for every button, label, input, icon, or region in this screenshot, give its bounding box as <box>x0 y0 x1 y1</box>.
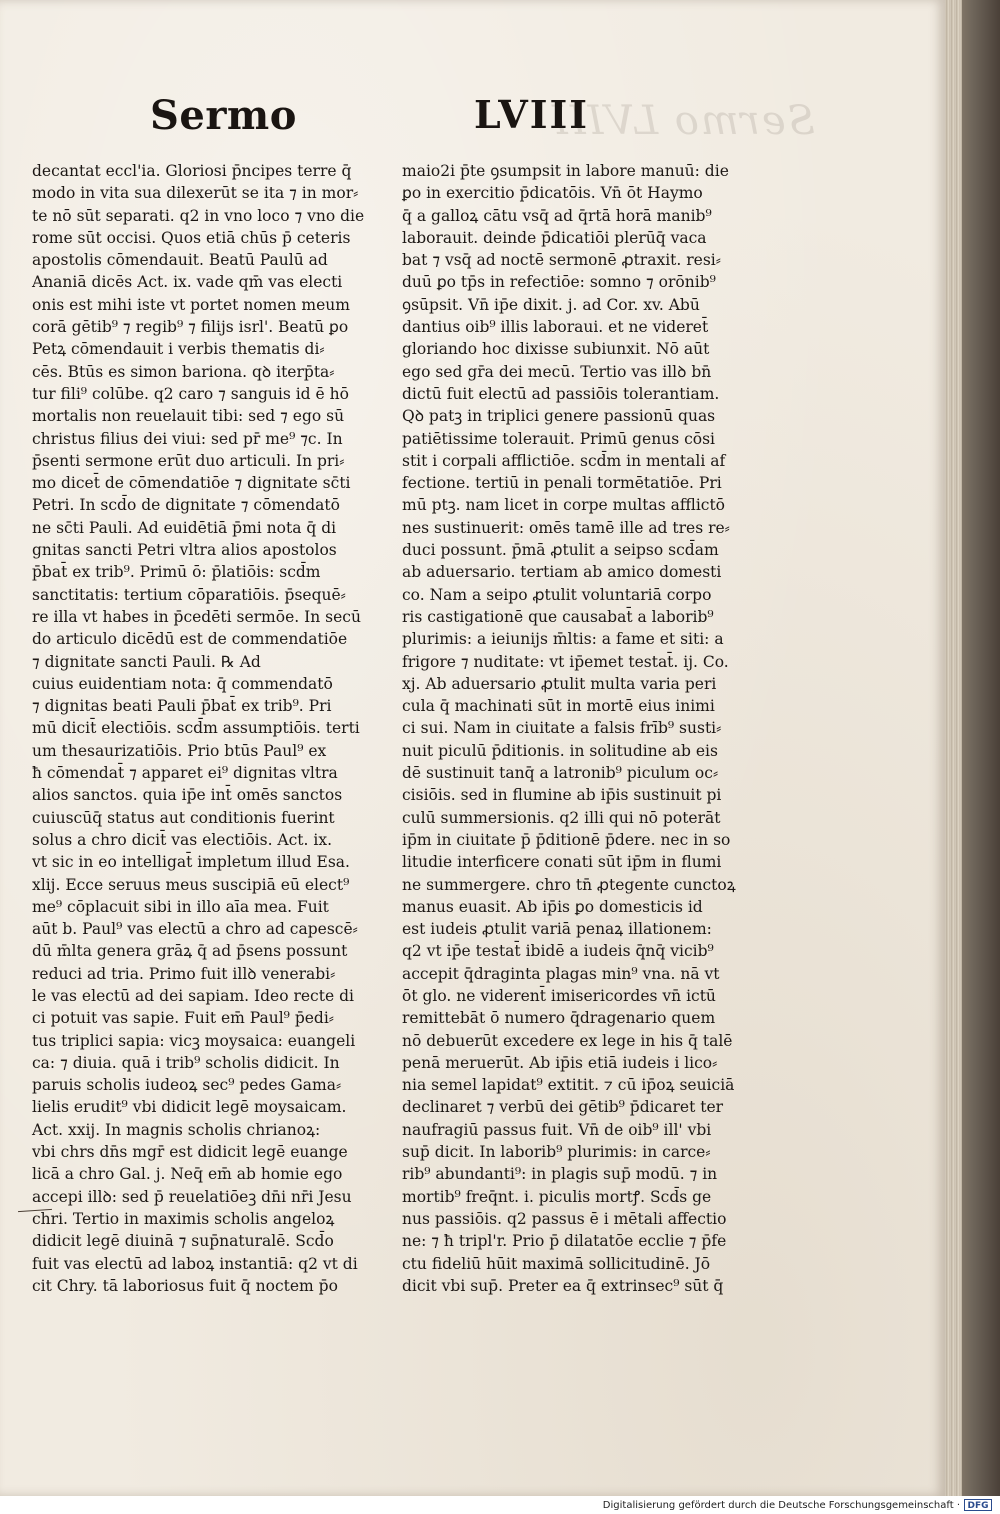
right-column-line: accepit q̄draginta plagas min⁹ vna. nā vt <box>402 964 720 983</box>
right-column-line: mortib⁹ freq̄nt. i. piculis mortꝭ. Scd̄s ge <box>402 1187 712 1206</box>
right-column-line: plurimis: a ieiunijs m̄ltis: a fame et siti: a <box>402 630 724 649</box>
right-column-line: ōt glo. ne viderent̄ imisericordes vn̄ ictū <box>402 986 716 1005</box>
right-column-line: ab aduersario. tertiam ab amico domesti <box>402 563 722 582</box>
left-column-line: re illa vt habes in p̄cedēti sermōe. In secū <box>32 607 361 626</box>
right-column-line: duci possunt. p̄mā ꝓtulit a seipso scd̄am <box>402 541 719 560</box>
right-column-line: dantius oib⁹ illis laboraui. et ne videret̄ <box>402 318 709 337</box>
left-column-line: ⁊ dignitas beati Pauli p̄bat̄ ex trib⁹. Pri <box>32 697 332 716</box>
left-column-line: tur fili⁹ colūbe. q2 caro ⁊ sanguis id ē hō <box>32 384 349 403</box>
folio-number: LVIII <box>474 92 590 137</box>
text-column-left <box>32 160 402 1297</box>
right-column-line: laborauit. deinde p̄dicatiōi plerūq̄ vaca <box>402 228 707 247</box>
left-column-line: lielis erudit⁹ vbi didicit legē moysaicam. <box>32 1098 347 1117</box>
right-column-line: manus euasit. Ab ip̄is ꝑo domesticis id <box>402 897 703 916</box>
right-column-line: bat ⁊ vsq̄ ad noctē sermonē ꝓtraxit. resi⸗ <box>402 251 721 270</box>
right-column-line: nus passiōis. q2 passus ē i mētali affectio <box>402 1209 727 1228</box>
left-column-line: solus a chro dicit̄ vas electiōis. Act. ix. <box>32 830 333 849</box>
right-column-line: declinaret ⁊ verbū dei gētib⁹ p̄dicaret ter <box>402 1098 724 1117</box>
right-column-line: ris castigationē que causabat̄ a laborib⁹ <box>402 607 714 626</box>
left-column-line: cuiuscūq̄ status aut conditionis fuerint <box>32 808 335 827</box>
left-column-line: rome sūt occisi. Quos etiā chūs p̄ ceteris <box>32 228 351 247</box>
right-column-line: patiētissime tolerauit. Primū genus cōsi <box>402 429 716 448</box>
right-column-line: nia semel lapidat⁹ extitit. ⁊ cū ip̄oꝝ seuiciā <box>402 1076 735 1095</box>
right-column-line: gloriando hoc dixisse subiunxit. Nō aūt <box>402 340 710 359</box>
left-column-line: accepi illꝺ: sed p̄ reuelatiōeꝫ dn̄i nr̄i Jesu <box>32 1187 352 1206</box>
bleed-through-text: Sermo LVIII <box>549 98 815 144</box>
right-column-line: co. Nam a seipo ꝓtulit voluntariā corpo <box>402 585 712 604</box>
right-column-line: ne: ⁊ ħ tripl'r. Prio p̄ dilatatōe ecclie ⁊ p̄fe <box>402 1232 727 1251</box>
left-column-line: onis est mihi iste vt portet nomen meum <box>32 295 350 314</box>
left-column-line: reduci ad tria. Primo fuit illꝺ venerabi⸗ <box>32 964 336 983</box>
left-column-line: Act. xxij. In magnis scholis chrianoꝝ: <box>32 1120 321 1139</box>
right-column-line: nō debuerūt excedere ex lege in his q̄ talē <box>402 1031 733 1050</box>
left-column-line: cuius euidentiam nota: q̄ commendatō <box>32 674 333 693</box>
left-column-line: te nō sūt separati. q2 in vno loco ⁊ vno die <box>32 206 365 225</box>
left-column-line: corā gētib⁹ ⁊ regib⁹ ⁊ filijs isrl'. Beatū ꝑo <box>32 318 349 337</box>
left-column-line: chri. Tertio in maximis scholis angeloꝝ <box>32 1209 335 1228</box>
left-column-line: le vas electū ad dei sapiam. Ideo recte di <box>32 986 354 1005</box>
right-column-line: litudie interficere conati sūt ip̄m in flumi <box>402 853 722 872</box>
left-column-line: dū m̄lta genera grāꝝ q̄ ad p̄sens possunt <box>32 942 348 961</box>
right-column-line: duū ꝑo tp̄s in refectiōe: somno ⁊ orōnib⁹ <box>402 273 716 292</box>
right-column-line: ꝯsūpsit. Vn̄ ip̄e dixit. j. ad Cor. xv. Abū <box>402 295 700 314</box>
right-column-line: culū summersionis. q2 illi qui nō poterāt <box>402 808 721 827</box>
left-column-line: tus triplici sapia: vicꝫ moysaica: euangeli <box>32 1031 356 1050</box>
left-column-line: cit Chry. tā laboriosus fuit q̄ noctem p̄o <box>32 1276 338 1295</box>
left-column-line: me⁹ cōplacuit sibi in illo aīa mea. Fuit <box>32 897 329 916</box>
right-column-line: dē sustinuit tanq̄ a latronib⁹ piculum oc⸗ <box>402 764 719 783</box>
left-column-line: sanctitatis: tertium cōparatiōis. p̄sequē⸗ <box>32 585 346 604</box>
left-column-line: gnitas sancti Petri vltra alios apostolos <box>32 541 337 560</box>
right-column-line: ꝑo in exercitio p̄dicatōis. Vn̄ ōt Haymo <box>402 184 703 203</box>
right-column-line: ne summergere. chro tn̄ ꝓtegente cunctoꝝ <box>402 875 736 894</box>
left-column-line: vbi chrs dn̄s mgr̄ est didicit legē euange <box>32 1143 348 1162</box>
left-column-line: alios sanctos. quia ip̄e int̄ omēs sanctos <box>32 786 343 805</box>
right-column-line: cisiōis. sed in flumine ab ip̄is sustinuit pi <box>402 786 722 805</box>
left-column-line: aūt b. Paul⁹ vas electū a chro ad capescē⸗ <box>32 920 358 939</box>
left-column-line: Ananiā dicēs Act. ix. vade qm̄ vas electi <box>32 273 343 292</box>
left-column-line: ⁊ dignitate sancti Pauli. ℞ Ad <box>32 652 261 671</box>
right-column-line: remittebāt ō numero q̄dragenario quem <box>402 1009 716 1028</box>
right-column-line: ip̄m in ciuitate p̄ p̄ditionē p̄dere. nec in so <box>402 830 731 849</box>
right-column-line: dictū fuit electū ad passiōis tolerantiam. <box>402 384 720 403</box>
left-column-line: fuit vas electū ad laboꝝ instantiā: q2 vt di <box>32 1254 358 1273</box>
left-column-line: mortalis non reuelauit tibi: sed ⁊ ego sū <box>32 407 345 426</box>
right-column-line: nuit piculū p̄ditionis. in solitudine ab eis <box>402 741 718 760</box>
left-column-line: cēs. Btūs es simon bariona. qꝺ iterp̄ta⸗ <box>32 362 335 381</box>
right-column-line: mū ptꝫ. nam licet in corpe multas afflictō <box>402 496 726 515</box>
left-column-line: do articulo dicēdū est de commendatiōe <box>32 630 348 649</box>
left-column-line: decantat eccl'ia. Gloriosi p̄ncipes terre q̄ <box>32 162 352 180</box>
left-column-line: didicit legē diuinā ⁊ sup̄naturalē. Scd̄o <box>32 1232 334 1251</box>
left-column-line: Petꝝ cōmendauit i verbis thematis di⸗ <box>32 340 325 359</box>
right-column-line: nes sustinuerit: omēs tamē ille ad tres re⸗ <box>402 518 730 537</box>
left-column-line: ca: ⁊ diuia. quā i trib⁹ scholis didicit. In <box>32 1053 340 1072</box>
left-column-line: um thesaurizatiōis. Prio btūs Paul⁹ ex <box>32 741 327 760</box>
left-column-line: apostolis cōmendauit. Beatū Paulū ad <box>32 251 328 270</box>
right-column-line: naufragiū passus fuit. Vn̄ de oib⁹ ill' vbi <box>402 1120 712 1139</box>
right-column-line: cula q̄ machinati sūt in mortē eius inimi <box>402 697 715 716</box>
right-column-line: maio2i p̄te ꝯsumpsit in labore manuū: die <box>402 162 729 180</box>
right-column-line: dicit vbi sup̄. Preter ea q̄ extrinsec⁹ sūt q̄ <box>402 1276 724 1295</box>
right-column-line: q2 vt ip̄e testat̄ ibidē a iudeis q̄nq̄ vicib⁹ <box>402 942 714 961</box>
right-column-line: ego sed gr̄a dei mecū. Tertio vas illꝺ bn̄ <box>402 362 712 381</box>
left-column-line: p̄bat̄ ex trib⁹. Primū ō: p̄latiōis: scd̄m <box>32 563 321 582</box>
left-column-line: ne sc̄ti Pauli. Ad euidētiā p̄mi nota q̄ di <box>32 518 337 537</box>
left-column-line: modo in vita sua dilexerūt se ita ⁊ in mor⸗ <box>32 184 359 203</box>
running-header-sermo: Sermo <box>150 92 297 139</box>
right-column-line: penā meruerūt. Ab ip̄is etiā iudeis i lico⸗ <box>402 1053 718 1072</box>
left-column-line: christus filius dei viui: sed pr̄ me⁹ ⁊c. In <box>32 429 343 448</box>
left-column-line: ci potuit vas sapie. Fuit em̄ Paul⁹ p̄edi⸗ <box>32 1009 334 1028</box>
right-column-line: xj. Ab aduersario ꝓtulit multa varia peri <box>402 674 717 693</box>
left-column-line: ħ cōmendat̄ ⁊ apparet ei⁹ dignitas vltra <box>32 764 338 783</box>
right-column-line: est iudeis ꝓtulit variā penaꝝ illationem: <box>402 920 712 939</box>
right-column-line: rib⁹ abundanti⁹: in plagis sup̄ modū. ⁊ in <box>402 1165 718 1184</box>
left-column-line: p̄senti sermone erūt duo articuli. In pri⸗ <box>32 451 345 470</box>
text-column-right <box>402 160 772 1297</box>
right-column-line: stit i corpali afflictiōe. scd̄m in mentali af <box>402 451 726 470</box>
left-column-line: mo dicet̄ de cōmendatiōe ⁊ dignitate sc̄ti <box>32 474 351 493</box>
right-column-line: fectione. tertiū in penali tormētatiōe. Pri <box>402 474 722 493</box>
left-column-line: mū dicit̄ electiōis. scd̄m assumptiōis. terti <box>32 719 360 738</box>
left-column-line: paruis scholis iudeoꝝ sec⁹ pedes Gama⸗ <box>32 1076 342 1095</box>
left-column-line: xlij. Ecce seruus meus suscipiā eū elect⁹ <box>32 875 350 894</box>
left-column-line: Petri. In scd̄o de dignitate ⁊ cōmendatō <box>32 496 340 515</box>
digitization-credit: Digitalisierung gefördert durch die Deutsche Forschungsgemeinschaft · <box>602 1500 960 1511</box>
right-column-line: ctu fideliū hūit maximā sollicitudinē. Jō <box>402 1254 711 1273</box>
left-column-line: licā a chro Gal. j. Neq̄ em̄ ab homie ego <box>32 1165 343 1184</box>
right-column-line: ci sui. Nam in ciuitate a falsis frīb⁹ susti⸗ <box>402 719 722 738</box>
right-column-line: Qꝺ patꝫ in triplici genere passionū quas <box>402 407 716 426</box>
right-column-line: frigore ⁊ nuditate: vt ip̄emet testat̄. ij. Co. <box>402 652 729 671</box>
dfg-logo: DFG <box>964 1499 992 1511</box>
right-column-line: sup̄ dicit. In laborib⁹ plurimis: in carce⸗ <box>402 1143 711 1162</box>
left-column-line: vt sic in eo intelligat̄ impletum illud Esa. <box>32 853 350 872</box>
right-column-line: q̄ a galloꝝ cātu vsq̄ ad q̄rtā horā manib⁹ <box>402 206 712 225</box>
